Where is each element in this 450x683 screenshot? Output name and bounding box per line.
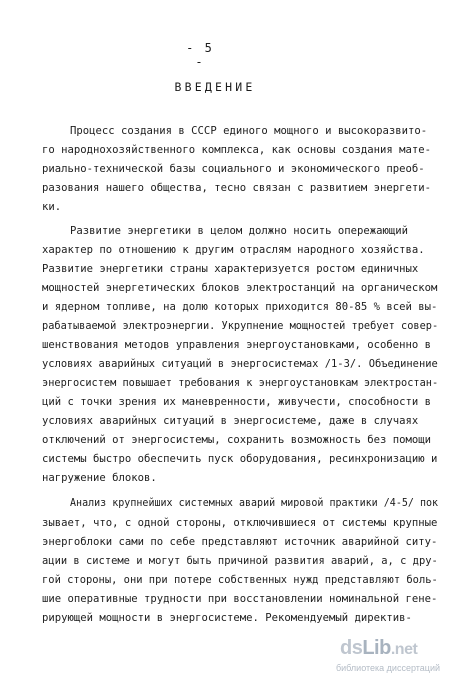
section-heading: ВВЕДЕНИЕ [174,80,256,94]
text-line: энергосистем повышает требования к энергоустановкам электростан- [42,377,439,389]
text-line: энергоблоки сами по себе представляют источник аварийной ситу- [42,536,438,548]
text-line: нагружение блоков. [42,472,157,484]
text-line: условиях аварийных ситуаций в энергосистеме, даже в случаях [42,415,419,427]
text-line: шенствования методов управления энергоустановками, особенно в [42,339,432,351]
text-line: Развитие энергетики в целом должно носить опережающий [70,225,409,237]
text-line: мощностей энергетических блоков электростанций на органическом [42,282,438,294]
watermark-caption: библиотека диссертаций [335,663,440,673]
text-line: и ядерном топливе, на долю которых приходится 80-85 % всей вы- [42,301,438,313]
dslib-watermark [330,637,440,677]
text-line: го народнохозяйственного комплекса, как основы создания мате- [42,144,432,156]
text-line: рабатываемой электроэнергии. Укрупнение мощностей требует совер- [42,320,439,332]
text-line: разования нашего общества, тесно связан с развитием энергети- [42,182,432,194]
dslib-logo: dsLib.net [340,637,418,659]
text-line: рирующей мощности в энергосистеме. Рекомендуемый директив- [42,612,412,624]
text-line: шие оперативные трудности при восстановлении номинальной гене- [42,593,438,605]
text-line: Анализ крупнейших системных аварий мировой практики /4-5/ пок [70,497,439,509]
text-line: Процесс создания в СССР единого мощного и высокоразвито- [70,125,428,137]
page-number: - 5 - [186,41,214,69]
text-line: ций с точки зрения их маневренности, живучести, способности в [42,396,432,408]
text-line: гой стороны, они при потере собственных нужд представляют боль- [42,574,438,586]
text-line: ации в системе и могут быть причиной развития аварий, а, с дру- [42,555,438,567]
text-line: риально-технической базы социального и экономического преоб- [42,163,425,175]
text-line: отключений от энергосистемы, сохранить возможность без помощи [42,434,432,446]
text-line: ки. [42,201,62,213]
text-line: условиях аварийных ситуаций в энергосистемах /1-3/. Объединение [42,358,438,370]
text-line: Развитие энергетики страны характеризуется ростом единичных [42,263,419,275]
text-line: системы быстро обеспечить пуск оборудования, ресинхронизацию и [42,453,438,465]
text-line: характер по отношению к другим отраслям народного хозяйства. [42,244,425,256]
text-line: зывает, что, с одной стороны, отключившиеся от системы крупные [42,517,438,529]
